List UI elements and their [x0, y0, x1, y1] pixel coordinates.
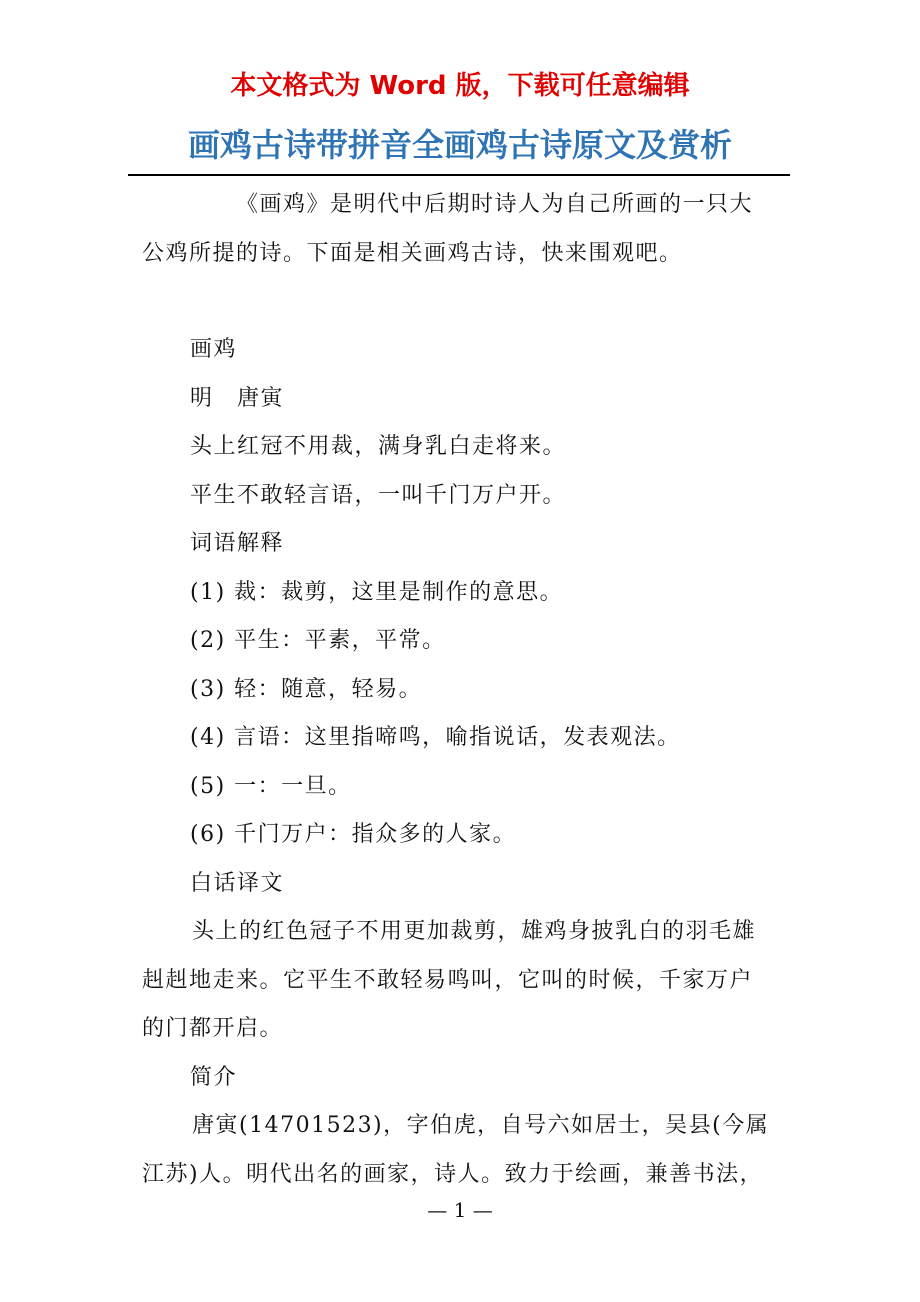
document-body	[142, 181, 776, 1199]
glossary-item: (2) 平生：平素，平常。	[190, 628, 446, 653]
glossary-item: (5) 一：一旦。	[190, 773, 352, 799]
intro-paragraph: 《画鸡》是明代中后期时诗人为自己所画的一只大公鸡所提的诗。下面是相关画鸡古诗，快来围观吧。	[142, 192, 754, 266]
paragraph-spacer	[142, 278, 776, 326]
poem-author: 明 唐寅	[190, 385, 285, 411]
page-number: — 1 —	[427, 1198, 493, 1222]
glossary-item: (3) 轻：随意，轻易。	[190, 676, 423, 702]
title-divider	[128, 174, 790, 176]
translation-paragraph: 头上的红色冠子不用更加裁剪，雄鸡身披乳白的羽毛雄赳赳地走来。它平生不敢轻易鸣叫，它叫的时候，千家万户的门都开启。	[142, 919, 757, 1041]
poem-line-2: 平生不敢轻言语，一叫千门万户开。	[190, 482, 567, 508]
poem-title: 画鸡	[190, 337, 238, 362]
page-title: 画鸡古诗带拼音全画鸡古诗原文及赏析	[187, 126, 732, 164]
poem-line-1: 头上红冠不用裁，满身乳白走将来。	[190, 434, 567, 459]
glossary-item: (1) 裁：裁剪，这里是制作的意思。	[190, 579, 564, 605]
translation-heading: 白话译文	[190, 870, 285, 896]
bio-paragraph: 唐寅(14701523)，字伯虎，自号六如居士，吴县(今属江苏)人。明代出名的画家，诗人。致力于绘画，兼善书法，	[142, 1113, 770, 1187]
format-banner: 本文格式为 Word 版，下载可任意编辑	[230, 71, 690, 101]
glossary-heading: 词语解释	[190, 531, 285, 556]
glossary-item: (6) 千门万户：指众多的人家。	[190, 822, 517, 847]
glossary-item: (4) 言语：这里指啼鸣，喻指说话，发表观法。	[190, 725, 681, 750]
bio-heading: 简介	[190, 1064, 238, 1090]
